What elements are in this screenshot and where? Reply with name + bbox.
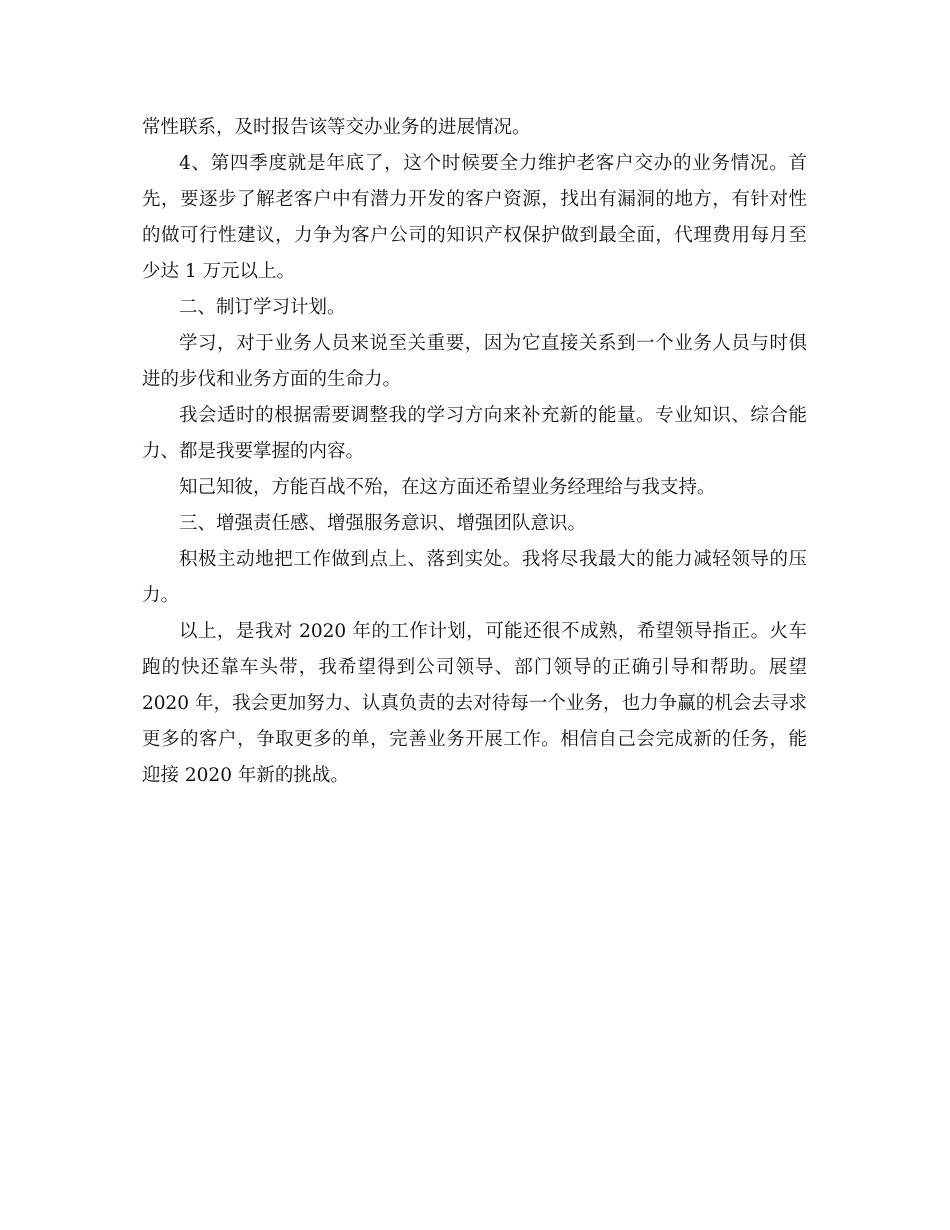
- paragraph-study-direction: 我会适时的根据需要调整我的学习方向来补充新的能量。专业知识、综合能力、都是我要掌握的内容。: [142, 405, 807, 462]
- paragraph-know-yourself: 知己知彼，方能百战不殆，在这方面还希望业务经理给与我支持。: [179, 477, 716, 498]
- section-heading-responsibility: 三、增强责任感、增强服务意识、增强团队意识。: [179, 513, 587, 534]
- paragraph-proactive-work: 积极主动地把工作做到点上、落到实处。我将尽我最大的能力减轻领导的压力。: [142, 549, 807, 606]
- section-heading-study-plan: 二、制订学习计划。: [179, 297, 346, 318]
- document-body: [142, 110, 807, 794]
- paragraph-q4-plan: 4、第四季度就是年底了，这个时候要全力维护老客户交办的业务情况。首先，要逐步了解老客户中有潜力开发的客户资源，找出有漏洞的地方，有针对性的做可行性建议，力争为客户公司的知识产权保护做到最全面，代理费用每月至少达 1 万元以上。: [142, 153, 807, 282]
- paragraph-continuation: 常性联系，及时报告该等交办业务的进展情况。: [142, 117, 531, 138]
- paragraph-conclusion: 以上，是我对 2020 年的工作计划，可能还很不成熟，希望领导指正。火车跑的快还靠车头带，我希望得到公司领导、部门领导的正确引导和帮助。展望 2020 年，我会更加努力、认真负责的去对待每一个业务，也力争赢的机会去寻求更多的客户，争取更多的单，完善业务开展工作。相信自己会完成新的任务，能迎接 2020 年新的挑战。: [142, 621, 807, 786]
- paragraph-study-importance: 学习，对于业务人员来说至关重要，因为它直接关系到一个业务人员与时俱进的步伐和业务方面的生命力。: [142, 333, 807, 390]
